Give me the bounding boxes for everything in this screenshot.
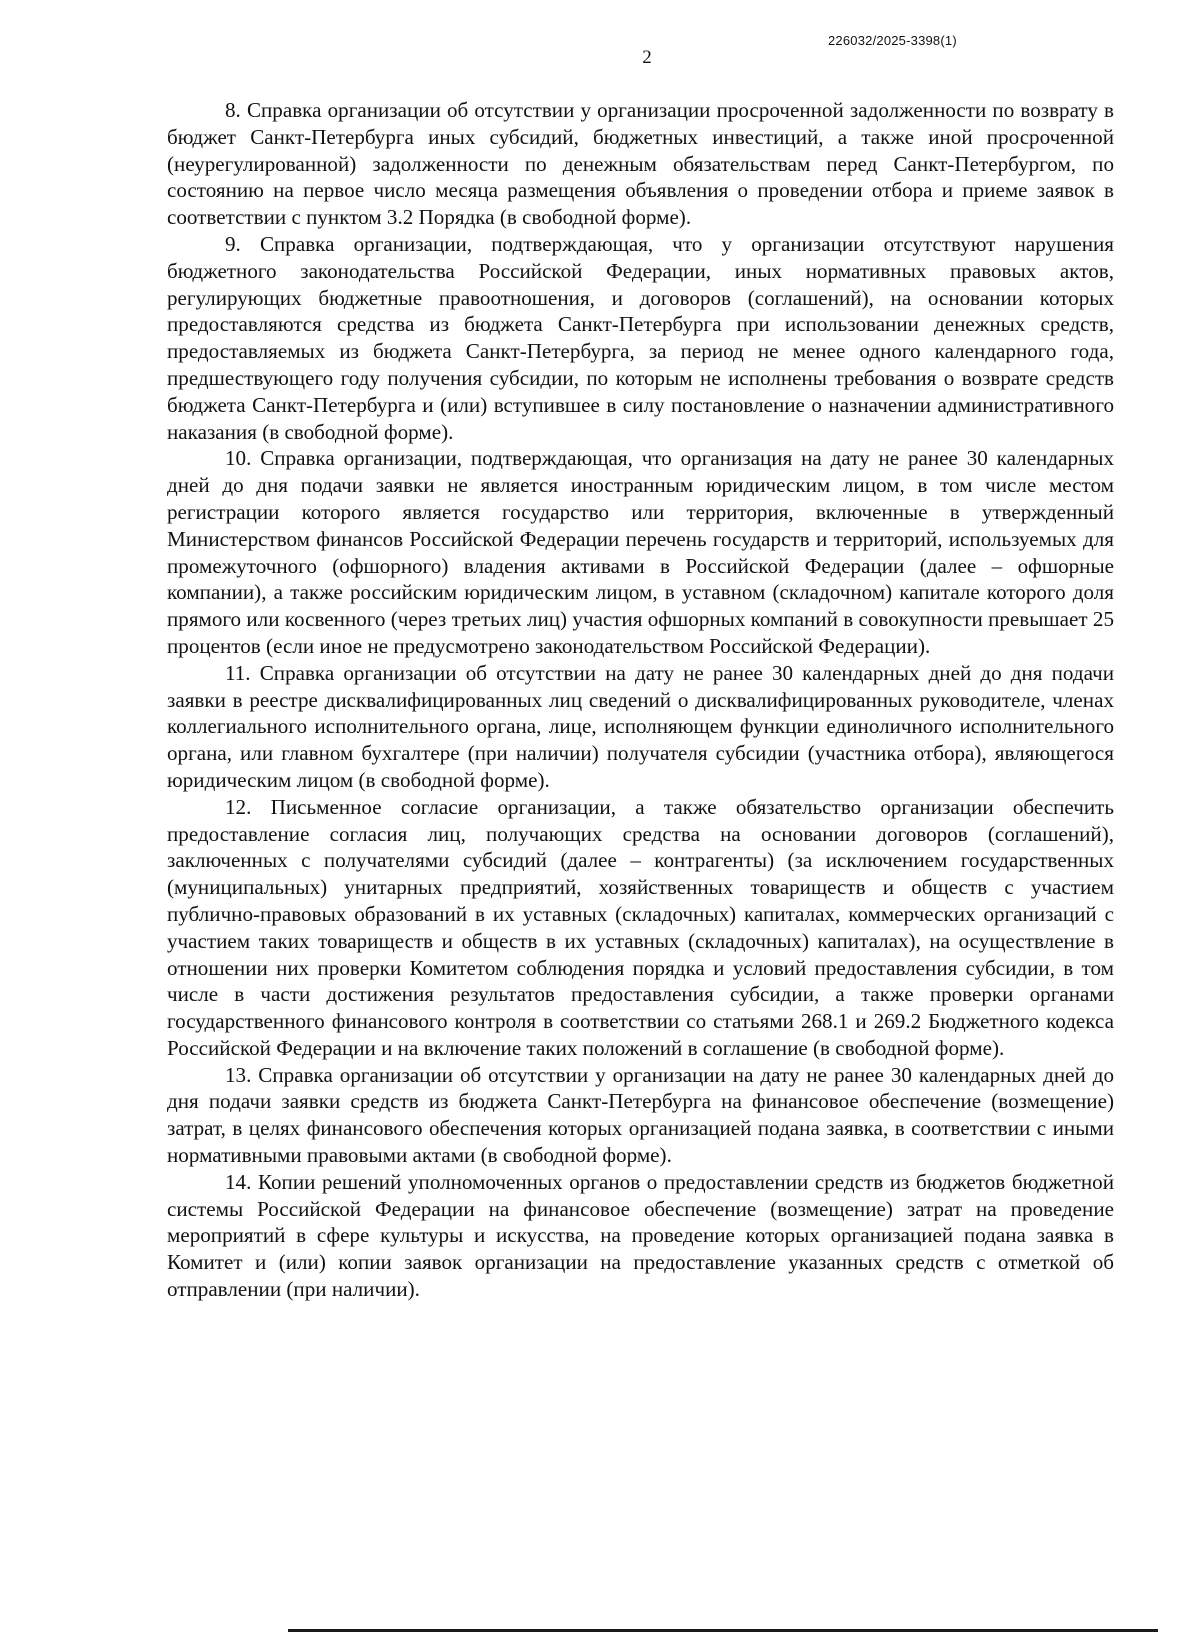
page-number: 2 <box>642 47 652 68</box>
paragraph-item-14: 14. Копии решений уполномоченных органов о предоставлении средств из бюджетов бюджетной системы Российской Федерации на финансовое обеспечение (возмещение) затрат на проведение мероприятий в сфере культуры и искусства, на проведение которых организацией подана заявка в Комитет и (или) копии заявок организации на предоставление указанных средств с отметкой об отправлении (при наличии). <box>167 1169 1114 1302</box>
paragraph-item-12: 12. Письменное согласие организации, а также обязательство организации обеспечить предоставление согласия лиц, получающих средства на основании договоров (соглашений), заключенных с получателями субсидий (далее – контрагенты) (за исключением государственных (муниципальных) унитарных предприятий, хозяйственных товариществ и обществ с участием публично-правовых образований в их уставных (складочных) капиталах, коммерческих организаций с участием таких товариществ и обществ в их уставных (складочных) капиталах), на осуществление в отношении них проверки Комитетом соблюдения порядка и условий предоставления субсидии, в том числе в части достижения результатов предоставления субсидии, а также проверки органами государственного финансового контроля в соответствии со статьями 268.1 и 269.2 Бюджетного кодекса Российской Федерации и на включение таких положений в соглашение (в свободной форме). <box>167 794 1114 1060</box>
paragraph-item-9: 9. Справка организации, подтверждающая, что у организации отсутствуют нарушения бюджетного законодательства Российской Федерации, иных нормативных правовых актов, регулирующих бюджетные правоотношения, и договоров (соглашений), на основании которых предоставляются средства из бюджета Санкт-Петербурга при использовании денежных средств, предоставляемых из бюджета Санкт-Петербурга, за период не менее одного календарного года, предшествующего году получения субсидии, по которым не исполнены требования о возврате средств бюджета Санкт-Петербурга и (или) вступившее в силу постановление о назначении административного наказания (в свободной форме). <box>167 231 1114 444</box>
document-registration-number: 226032/2025-3398(1) <box>828 33 957 48</box>
document-body <box>167 97 1114 1303</box>
paragraph-item-10: 10. Справка организации, подтверждающая, что организация на дату не ранее 30 календарных дней до дня подачи заявки не является иностранным юридическим лицом, в том числе местом регистрации которого является государство или территория, включенные в утвержденный Министерством финансов Российской Федерации перечень государств и территорий, используемых для промежуточного (офшорного) владения активами в Российской Федерации (далее – офшорные компании), а также российским юридическим лицом, в уставном (складочном) капитале которого доля прямого или косвенного (через третьих лиц) участия офшорных компаний в совокупности превышает 25 процентов (если иное не предусмотрено законодательством Российской Федерации). <box>167 446 1114 658</box>
paragraph-item-11: 11. Справка организации об отсутствии на дату не ранее 30 календарных дней до дня подачи заявки в реестре дисквалифицированных лиц сведений о дисквалифицированных руководителе, членах коллегиального исполнительного органа, лице, исполняющем функции единоличного исполнительного органа, или главном бухгалтере (при наличии) получателя субсидии (участника отбора), являющегося юридическим лицом (в свободной форме). <box>167 660 1114 792</box>
scan-edge-line <box>288 1629 1158 1632</box>
paragraph-item-8: 8. Справка организации об отсутствии у организации просроченной задолженности по возврату в бюджет Санкт-Петербурга иных субсидий, бюджетных инвестиций, а также иной просроченной (неурегулированной) задолженности по денежным обязательствам перед Санкт-Петербургом, по состоянию на первое число месяца размещения объявления о проведении отбора и приеме заявок в соответствии с пунктом 3.2 Порядка (в свободной форме). <box>167 98 1114 230</box>
paragraph-item-13: 13. Справка организации об отсутствии у организации на дату не ранее 30 календарных дней до дня подачи заявки средств из бюджета Санкт-Петербурга на финансовое обеспечение (возмещение) затрат, в целях финансового обеспечения которых организацией подана заявка, в соответствии с иными нормативными правовыми актами (в свободной форме). <box>167 1062 1114 1168</box>
